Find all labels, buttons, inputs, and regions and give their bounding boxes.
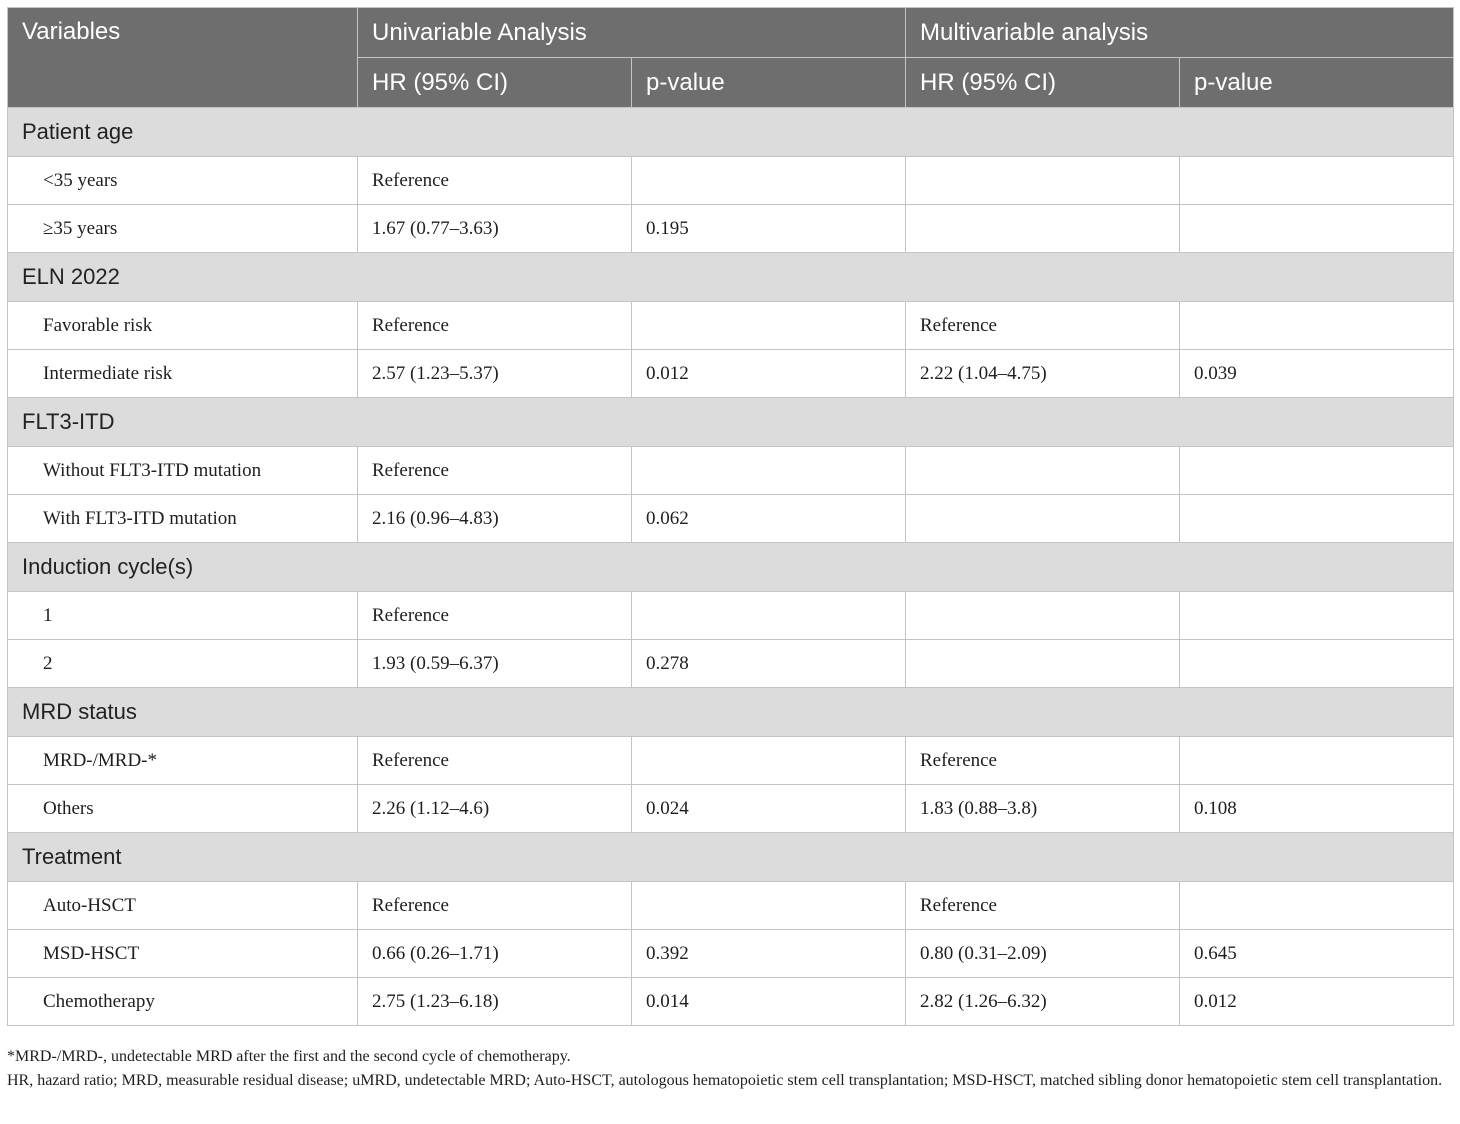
cell-multi-p — [1180, 640, 1454, 688]
table-header — [8, 8, 1454, 108]
cell-multi-hr — [906, 447, 1180, 495]
cell-variable: 2 — [8, 640, 358, 688]
cell-uni-hr: 0.66 (0.26–1.71) — [358, 930, 632, 978]
cell-multi-p — [1180, 592, 1454, 640]
cell-multi-p — [1180, 447, 1454, 495]
header-uni-p: p-value — [632, 58, 906, 108]
section-title: Treatment — [8, 833, 1454, 882]
cell-variable: Chemotherapy — [8, 978, 358, 1026]
cell-multi-p — [1180, 302, 1454, 350]
cell-multi-p: 0.645 — [1180, 930, 1454, 978]
cell-uni-p — [632, 882, 906, 930]
cell-multi-hr — [906, 495, 1180, 543]
section-row — [8, 833, 1454, 882]
cell-variable: ≥35 years — [8, 205, 358, 253]
footnote-abbreviations: HR, hazard ratio; MRD, measurable residual disease; uMRD, undetectable MRD; Auto-HSCT, autologous hematopoietic stem cell transplantation; MSD-HSCT, matched sibling donor hematopoietic stem cell transplantation. — [7, 1072, 1443, 1089]
cell-multi-hr: 2.82 (1.26–6.32) — [906, 978, 1180, 1026]
section-row — [8, 398, 1454, 447]
cell-multi-hr: 0.80 (0.31–2.09) — [906, 930, 1180, 978]
hazard-ratio-table — [7, 7, 1454, 1026]
cell-multi-hr: 1.83 (0.88–3.8) — [906, 785, 1180, 833]
cell-uni-p — [632, 447, 906, 495]
cell-uni-hr: Reference — [358, 302, 632, 350]
cell-uni-hr: 2.16 (0.96–4.83) — [358, 495, 632, 543]
cell-multi-p — [1180, 157, 1454, 205]
cell-uni-p: 0.195 — [632, 205, 906, 253]
table-row — [8, 882, 1454, 930]
header-uni-hr: HR (95% CI) — [358, 58, 632, 108]
table-row — [8, 785, 1454, 833]
header-multi-p: p-value — [1180, 58, 1454, 108]
cell-uni-p — [632, 302, 906, 350]
cell-multi-p: 0.039 — [1180, 350, 1454, 398]
cell-uni-hr: 2.75 (1.23–6.18) — [358, 978, 632, 1026]
cell-multi-p: 0.108 — [1180, 785, 1454, 833]
section-row — [8, 253, 1454, 302]
cell-uni-p — [632, 737, 906, 785]
table-row — [8, 302, 1454, 350]
section-title: ELN 2022 — [8, 253, 1454, 302]
cell-uni-hr: Reference — [358, 882, 632, 930]
section-row — [8, 543, 1454, 592]
cell-uni-hr: Reference — [358, 737, 632, 785]
cell-variable: Intermediate risk — [8, 350, 358, 398]
cell-variable: <35 years — [8, 157, 358, 205]
table-footnotes — [7, 1045, 1453, 1093]
table-row — [8, 495, 1454, 543]
table-row — [8, 157, 1454, 205]
cell-uni-p: 0.062 — [632, 495, 906, 543]
section-title: Patient age — [8, 108, 1454, 157]
cell-multi-hr — [906, 205, 1180, 253]
cell-uni-p — [632, 592, 906, 640]
cell-uni-hr: 2.57 (1.23–5.37) — [358, 350, 632, 398]
section-title: MRD status — [8, 688, 1454, 737]
cell-multi-hr — [906, 592, 1180, 640]
table-row — [8, 447, 1454, 495]
section-row — [8, 688, 1454, 737]
cell-variable: MSD-HSCT — [8, 930, 358, 978]
table-row — [8, 205, 1454, 253]
cell-uni-hr: Reference — [358, 592, 632, 640]
header-multivariable: Multivariable analysis — [906, 8, 1454, 58]
section-title: Induction cycle(s) — [8, 543, 1454, 592]
cell-uni-hr: 2.26 (1.12–4.6) — [358, 785, 632, 833]
cell-variable: Without FLT3-ITD mutation — [8, 447, 358, 495]
cell-multi-p — [1180, 495, 1454, 543]
cell-uni-hr: 1.67 (0.77–3.63) — [358, 205, 632, 253]
cell-multi-p — [1180, 205, 1454, 253]
section-title: FLT3-ITD — [8, 398, 1454, 447]
cell-uni-hr: Reference — [358, 447, 632, 495]
cell-uni-p: 0.012 — [632, 350, 906, 398]
cell-uni-hr: Reference — [358, 157, 632, 205]
cell-uni-p: 0.278 — [632, 640, 906, 688]
table-body — [8, 108, 1454, 1026]
table-row — [8, 930, 1454, 978]
cell-uni-p: 0.014 — [632, 978, 906, 1026]
cell-multi-hr — [906, 157, 1180, 205]
results-table-container — [7, 7, 1453, 1026]
table-row — [8, 737, 1454, 785]
cell-variable: With FLT3-ITD mutation — [8, 495, 358, 543]
cell-uni-p: 0.024 — [632, 785, 906, 833]
cell-variable: MRD-/MRD-* — [8, 737, 358, 785]
footnote-mrd: *MRD-/MRD-, undetectable MRD after the first and the second cycle of chemotherapy. — [7, 1048, 571, 1065]
header-univariable: Univariable Analysis — [358, 8, 906, 58]
header-multi-hr: HR (95% CI) — [906, 58, 1180, 108]
cell-variable: Auto-HSCT — [8, 882, 358, 930]
cell-multi-p — [1180, 882, 1454, 930]
table-row — [8, 978, 1454, 1026]
cell-variable: 1 — [8, 592, 358, 640]
cell-variable: Favorable risk — [8, 302, 358, 350]
cell-variable: Others — [8, 785, 358, 833]
section-row — [8, 108, 1454, 157]
cell-multi-p: 0.012 — [1180, 978, 1454, 1026]
cell-multi-hr: Reference — [906, 737, 1180, 785]
cell-multi-hr: Reference — [906, 882, 1180, 930]
table-row — [8, 640, 1454, 688]
cell-uni-p — [632, 157, 906, 205]
cell-uni-p: 0.392 — [632, 930, 906, 978]
header-variables: Variables — [8, 8, 358, 108]
cell-multi-hr: 2.22 (1.04–4.75) — [906, 350, 1180, 398]
cell-multi-hr — [906, 640, 1180, 688]
cell-multi-p — [1180, 737, 1454, 785]
cell-multi-hr: Reference — [906, 302, 1180, 350]
table-row — [8, 350, 1454, 398]
cell-uni-hr: 1.93 (0.59–6.37) — [358, 640, 632, 688]
table-row — [8, 592, 1454, 640]
